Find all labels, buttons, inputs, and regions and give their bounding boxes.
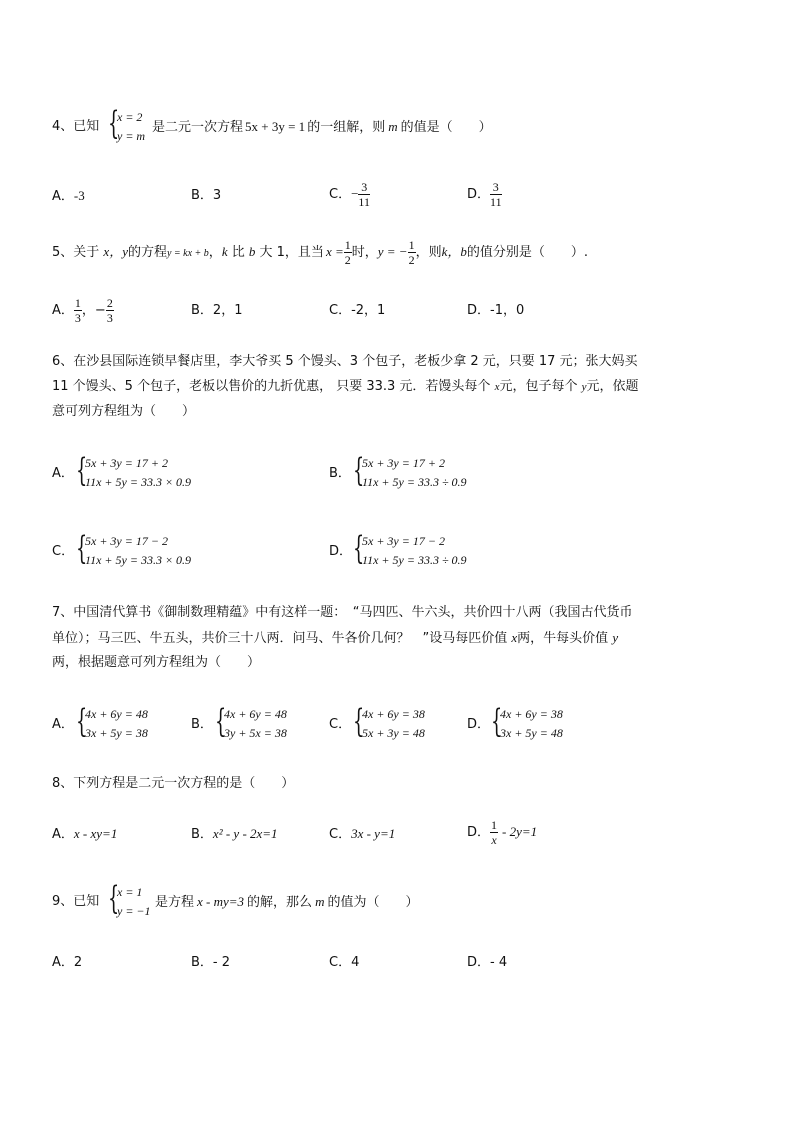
q7-option-a-brace: { — [76, 702, 88, 740]
option-value: 3 — [212, 188, 222, 203]
option-label: D． — [467, 955, 491, 970]
q4-system — [117, 108, 145, 146]
q6-x: x — [494, 381, 500, 393]
option-label: B． — [191, 303, 213, 318]
fraction-denominator: 2 — [408, 253, 415, 267]
option-fraction — [490, 180, 502, 209]
option-value: -2，1 — [351, 303, 386, 318]
q5-equation: y = kx + b — [166, 248, 209, 259]
q6-option-d-system — [362, 532, 467, 570]
q5-option-c[interactable] — [329, 301, 385, 321]
q6-option-a-brace: { — [76, 451, 88, 489]
q5-option-a[interactable] — [52, 296, 114, 325]
q5-option-d[interactable] — [467, 301, 524, 321]
fraction-denominator: x — [491, 833, 497, 847]
q5-text4: 大 1，且当 — [259, 245, 324, 260]
q7-option-b-system — [224, 705, 287, 743]
q5-text7: 的值分别是（ ）. — [466, 245, 589, 260]
system-eq1: 5x + 3y = 17 − 2 — [85, 534, 168, 548]
option-label: B． — [191, 188, 213, 203]
q9-equation: x - my=3 — [197, 894, 245, 909]
option-label: A． — [52, 189, 74, 204]
fraction-numerator: 1 — [344, 238, 351, 252]
q5-option-b[interactable] — [191, 301, 242, 321]
option-fraction — [490, 818, 498, 847]
q6-line-2c: 元，依题 — [586, 379, 639, 394]
q4-option-c[interactable] — [329, 180, 370, 209]
q4-text1: 是二元一次方程 — [152, 120, 244, 135]
q9-prefix: 9、已知 — [52, 894, 100, 909]
system-eq1: 5x + 3y = 17 + 2 — [85, 456, 168, 470]
option-value: 2，1 — [212, 303, 243, 318]
q8-option-c[interactable] — [329, 824, 395, 845]
option-value: - 2 — [212, 955, 231, 970]
q5-k: k — [221, 244, 228, 259]
option-value: 4 — [351, 955, 360, 970]
fraction-numerator: 2 — [106, 296, 113, 310]
fraction-numerator: 1 — [74, 296, 81, 310]
option-label: A． — [52, 827, 74, 842]
option-label: C． — [329, 187, 352, 202]
q9-text2: 的解，那么 — [247, 895, 313, 910]
q9-option-a[interactable] — [52, 953, 82, 973]
q5-text5: 时， — [351, 245, 378, 260]
q7-option-d-brace: { — [491, 702, 503, 740]
fraction-numerator: 1 — [408, 238, 415, 252]
option-value: 3x - y=1 — [351, 826, 396, 841]
q6-option-d-brace: { — [353, 529, 365, 567]
option-label: D． — [467, 303, 491, 318]
q6-option-c-system — [85, 532, 191, 570]
q8-option-b[interactable] — [191, 824, 278, 845]
q7-option-d-label[interactable]: D． — [467, 717, 491, 732]
option-fraction — [358, 180, 370, 209]
q4-prefix: 4、已知 — [52, 119, 100, 134]
q7-line-2a: 单位）；马三匹、牛五头，共价三十八两．问马、牛各价几何？ ”设马每匹价值 — [52, 631, 508, 646]
q4-text3: 的值是（ ） — [400, 120, 492, 135]
q6-option-b-brace: { — [353, 451, 365, 489]
question-9-stem-rest — [155, 892, 418, 913]
q7-option-d-system — [500, 705, 563, 743]
q9-system-eq1: x = 1 — [117, 885, 143, 899]
option-label: B． — [191, 955, 213, 970]
q4-system-eq2: y = m — [117, 129, 146, 143]
option-fraction-1 — [74, 296, 82, 325]
q7-option-c-system — [362, 705, 425, 743]
q9-system-eq2: y = −1 — [117, 904, 151, 918]
q4-text2: 的一组解，则 — [307, 120, 386, 135]
q4-equation: 5x + 3y = 1 — [245, 119, 306, 134]
option-value: x - xy=1 — [73, 826, 118, 841]
fraction-numerator: 3 — [358, 180, 370, 195]
option-value: x² - y - 2x=1 — [212, 826, 278, 841]
q9-system-brace: { — [108, 879, 120, 917]
q5-vars: x，y — [103, 244, 128, 259]
q6-option-d-label[interactable]: D． — [329, 544, 353, 559]
q6-line-2 — [52, 377, 639, 397]
system-eq1: 4x + 6y = 38 — [500, 707, 563, 721]
option-rest: - 2y=1 — [502, 824, 538, 839]
q7-x: x — [511, 630, 518, 645]
option-value: - 4 — [490, 955, 508, 970]
q5-x-eq: x = — [325, 244, 344, 259]
system-eq2: 11x + 5y = 33.3 × 0.9 — [85, 553, 192, 567]
option-sign: − — [351, 186, 359, 201]
system-eq2: 11x + 5y = 33.3 × 0.9 — [85, 475, 192, 489]
q5-y-eq: y = − — [377, 244, 408, 259]
q6-line-2b: 元，包子每个 — [499, 379, 578, 394]
system-eq2: 11x + 5y = 33.3 ÷ 0.9 — [362, 475, 467, 489]
system-eq2: 3x + 5y = 48 — [500, 726, 563, 740]
option-label: A． — [52, 303, 74, 318]
fraction-denominator: 3 — [106, 311, 113, 325]
question-9-stem — [52, 892, 99, 912]
q4-system-brace: { — [108, 104, 120, 142]
q7-line-2b: 两，牛每头价值 — [517, 631, 609, 646]
q7-option-c-brace: { — [353, 702, 365, 740]
q9-system — [117, 883, 151, 921]
fraction-numerator: 1 — [491, 818, 498, 832]
question-5-stem — [52, 238, 588, 267]
q4-system-eq1: x = 2 — [117, 110, 143, 124]
q7-line-2 — [52, 628, 618, 649]
q8-stem: 8、下列方程是二元一次方程的是（ ） — [52, 776, 295, 791]
q5-text3: 比 — [231, 245, 245, 260]
q4-option-d[interactable] — [467, 180, 502, 209]
q6-line-2-text: 11 个馒头、5 个包子，老板以售价的九折优惠， 只要 33.3 元．若馒头每个 — [52, 379, 491, 394]
system-eq1: 5x + 3y = 17 + 2 — [362, 456, 445, 470]
q7-y: y — [612, 630, 619, 645]
option-label: D． — [467, 187, 491, 202]
fraction-numerator: 3 — [490, 180, 502, 195]
q6-option-a-label[interactable]: A． — [52, 466, 74, 481]
option-value: -1，0 — [490, 303, 525, 318]
q9-text1: 是方程 — [155, 895, 195, 910]
q9-text3: 的值为（ ） — [327, 895, 419, 910]
system-eq2: 3y + 5x = 38 — [224, 726, 287, 740]
q5-kb: k，b — [441, 244, 467, 259]
system-eq1: 5x + 3y = 17 − 2 — [362, 534, 445, 548]
q7-option-a-system — [85, 705, 148, 743]
q5-text2: ， — [208, 245, 222, 260]
q4-option-b[interactable] — [191, 186, 221, 206]
q7-line-1: 7、中国清代算书《御制数理精蕴》中有这样一题： “马四匹、牛六头，共价四十八两（我国古代货币 — [52, 605, 633, 620]
option-label: D． — [467, 825, 491, 840]
q6-option-a-system — [85, 454, 191, 492]
q6-option-c-brace: { — [76, 529, 88, 567]
q7-option-b-label[interactable]: B． — [191, 717, 213, 732]
option-label: A． — [52, 955, 74, 970]
q6-line-1: 6、在沙县国际连锁早餐店里，李大爷买 5 个馒头、3 个包子，老板少拿 2 元，只要 17 元；张大妈买 — [52, 354, 638, 369]
q4-var: m — [388, 119, 398, 134]
q8-option-d[interactable] — [467, 818, 537, 847]
system-eq1: 4x + 6y = 38 — [362, 707, 425, 721]
fraction-denominator: 2 — [344, 253, 351, 267]
q5-x-fraction — [344, 238, 352, 267]
q9-option-d[interactable] — [467, 953, 507, 973]
system-eq2: 3x + 5y = 38 — [85, 726, 148, 740]
q7-option-b-brace: { — [215, 702, 227, 740]
q5-prefix: 5、关于 — [52, 245, 100, 260]
system-eq2: 11x + 5y = 33.3 ÷ 0.9 — [362, 553, 467, 567]
q9-option-c[interactable] — [329, 953, 359, 973]
q6-option-b-system — [362, 454, 467, 492]
q6-option-b-label[interactable]: B． — [329, 466, 351, 481]
option-separator: ，− — [81, 303, 106, 318]
fraction-denominator: 3 — [74, 311, 81, 325]
option-label: C． — [329, 827, 352, 842]
q7-option-c-label[interactable]: C． — [329, 717, 352, 732]
option-value: 2 — [73, 955, 83, 970]
q7-option-a-label[interactable]: A． — [52, 717, 74, 732]
q5-b: b — [248, 244, 256, 259]
q6-option-c-label[interactable]: C． — [52, 544, 75, 559]
question-4-stem — [52, 117, 99, 137]
system-eq1: 4x + 6y = 48 — [85, 707, 148, 721]
option-label: C． — [329, 955, 352, 970]
option-label: B． — [191, 827, 213, 842]
q6-y: y — [581, 381, 587, 393]
fraction-denominator: 11 — [490, 195, 502, 209]
q5-text6: ，则 — [415, 245, 442, 260]
q5-y-fraction — [408, 238, 416, 267]
q7-line-3: 两，根据题意可列方程组为（ ） — [52, 655, 261, 670]
q6-line-3: 意可列方程组为（ ） — [52, 404, 196, 419]
q9-var: m — [315, 894, 325, 909]
fraction-denominator: 11 — [358, 195, 370, 209]
q8-option-a[interactable] — [52, 824, 117, 845]
question-4-stem-rest — [152, 117, 492, 138]
option-label: C． — [329, 303, 352, 318]
system-eq2: 5x + 3y = 48 — [362, 726, 425, 740]
q4-option-a[interactable] — [52, 186, 85, 207]
q5-text1: 的方程 — [127, 245, 167, 260]
option-fraction-2 — [106, 296, 114, 325]
option-value: -3 — [73, 188, 85, 203]
system-eq1: 4x + 6y = 48 — [224, 707, 287, 721]
q9-option-b[interactable] — [191, 953, 230, 973]
